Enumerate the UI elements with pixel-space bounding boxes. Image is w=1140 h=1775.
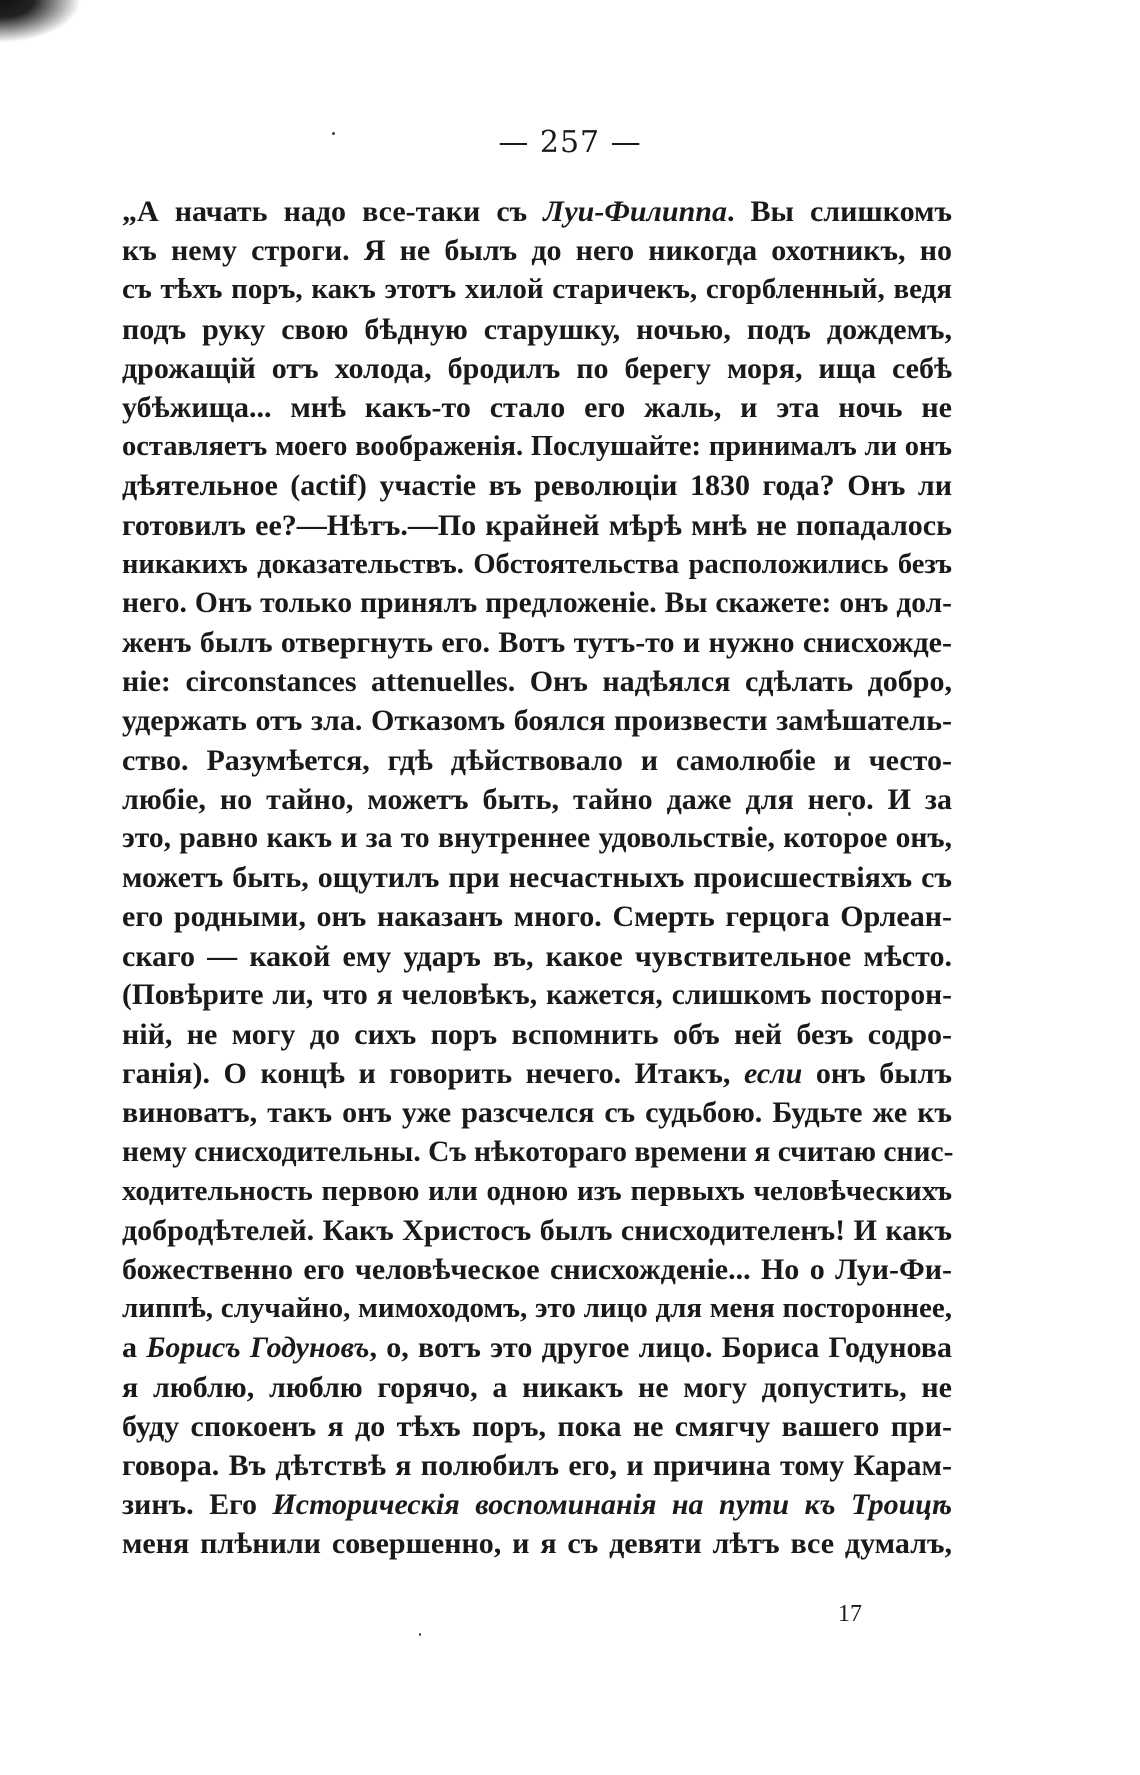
- text-segment: , о, вотъ это другое лицо. Бориса Годунова: [369, 1331, 952, 1365]
- text-segment: меня плѣнили совершенно, и я съ девяти лѣтъ все думалъ,: [122, 1527, 952, 1561]
- text-line: [122, 1485, 952, 1524]
- text-line: [122, 1054, 952, 1093]
- text-segment: него. Онъ только принялъ предложеніе. Вы скажете: онъ дол-: [122, 586, 952, 619]
- text-segment: липпѣ, случайно, мимоходомъ, это лицо для меня постороннее,: [122, 1292, 952, 1325]
- text-segment: буду спокоенъ я до тѣхъ поръ, пока не смягчу вашего при-: [122, 1409, 952, 1443]
- text-line: [122, 1133, 952, 1172]
- text-segment: ній, не могу до сихъ поръ вспомнить объ ней безъ содро-: [122, 1017, 952, 1051]
- text-segment: ганія). О концѣ и говорить нечего. Итакъ,: [122, 1057, 744, 1091]
- italic-text: Луи-Филиппа: [543, 195, 727, 228]
- text-line: [122, 388, 952, 427]
- text-line: [122, 1368, 952, 1407]
- text-line: [122, 427, 952, 466]
- text-segment: добродѣтелей. Какъ Христосъ былъ снисходителенъ! И какъ: [122, 1213, 952, 1247]
- text-segment: убѣжища... мнѣ какъ-то стало его жаль, и эта ночь не: [122, 390, 952, 424]
- text-line: [122, 937, 952, 976]
- text-segment: никакихъ доказательствъ. Обстоятельства расположились безъ: [122, 548, 952, 580]
- text-line: [122, 1211, 952, 1250]
- text-line: [122, 506, 952, 545]
- text-segment: (Повѣрите ли, что я человѣкъ, кажется, слишкомъ посторон-: [122, 978, 952, 1011]
- text-line: [122, 897, 952, 936]
- text-line: [122, 231, 952, 270]
- text-segment: я люблю, люблю горячо, а никакъ не могу допустить, не: [122, 1370, 952, 1404]
- text-segment: говора. Въ дѣтствѣ я полюбилъ его, и причина тому Карам-: [122, 1449, 952, 1482]
- text-line: [122, 1328, 952, 1367]
- text-line: [122, 1093, 952, 1132]
- text-line: [122, 584, 952, 623]
- text-line: [122, 976, 952, 1015]
- page-number: — 257 —: [498, 125, 642, 160]
- text-segment: къ нему строги. Я не былъ до него никогда охотникъ, но: [122, 234, 952, 268]
- text-segment: съ тѣхъ поръ, какъ этотъ хилой старичекъ, сгорбленный, ведя: [122, 273, 952, 306]
- text-segment: это, равно какъ и за то внутреннее удовольствіе, которое онъ,: [122, 822, 952, 854]
- text-segment: нему снисходительны. Съ нѣкотораго времени я считаю снис-: [122, 1135, 954, 1168]
- text-line: [122, 1250, 952, 1289]
- text-segment: дрожащій отъ холода, бродилъ по берегу моря, ища себѣ: [122, 351, 952, 385]
- text-line: [122, 1407, 952, 1446]
- signature-mark: 17: [838, 1601, 862, 1627]
- text-segment: женъ былъ отвергнуть его. Вотъ тутъ-то и нужно снисхожде-: [122, 626, 952, 660]
- text-line: [122, 1172, 952, 1211]
- text-line: [122, 466, 952, 505]
- italic-text: если: [743, 1057, 803, 1091]
- text-line: [122, 780, 952, 819]
- scan-speck: [419, 1633, 421, 1636]
- text-line: [122, 858, 952, 897]
- text-line: [122, 741, 952, 780]
- text-segment: ніе: circonstances attenuelles. Онъ надѣялся сдѣлать добро,: [122, 665, 952, 699]
- text-segment: подъ руку свою бѣдную старушку, ночью, подъ дождемъ,: [122, 312, 952, 346]
- text-segment: можетъ быть, ощутилъ при несчастныхъ происшествіяхъ съ: [122, 861, 952, 895]
- text-line: [122, 1015, 952, 1054]
- italic-text: Историческія воспоминанія на пути къ Троицѣ: [272, 1488, 952, 1522]
- text-segment: удержать отъ зла. Отказомъ боялся произвести замѣшатель-: [122, 704, 952, 738]
- text-segment: виноватъ, такъ онъ уже разсчелся съ судьбою. Будьте же къ: [122, 1096, 952, 1130]
- text-segment: любіе, но тайно, можетъ быть, тайно даже для него. И за: [122, 782, 952, 816]
- text-line: [122, 662, 952, 701]
- text-segment: скаго — какой ему ударъ въ, какое чувствительное мѣсто.: [122, 939, 952, 973]
- text-segment: „А начать надо все-таки съ: [122, 195, 544, 228]
- text-segment: его родными, онъ наказанъ много. Смерть герцога Орлеан-: [122, 900, 952, 934]
- text-segment: зинъ. Его: [122, 1488, 273, 1522]
- text-line: [122, 192, 952, 231]
- text-line: [122, 1446, 952, 1485]
- text-line: [122, 701, 952, 740]
- text-line: [122, 545, 952, 584]
- text-segment: . Вы слишкомъ: [726, 195, 952, 228]
- text-line: [122, 623, 952, 662]
- text-segment: готовилъ ее?—Нѣтъ.—По крайней мѣрѣ мнѣ не попадалось: [122, 508, 952, 542]
- text-segment: дѣятельное (actif) участіе въ революціи 1830 года? Онъ ли: [122, 469, 952, 503]
- text-segment: ходительность первою или одною изъ первыхъ человѣческихъ: [122, 1174, 952, 1207]
- text-line: [122, 819, 952, 858]
- text-segment: онъ былъ: [802, 1057, 952, 1091]
- text-line: [122, 270, 952, 309]
- text-segment: а: [122, 1331, 147, 1365]
- text-segment: божественно его человѣческое снисхожденіе... Но о Луи-Фи-: [122, 1253, 952, 1287]
- text-line: [122, 349, 952, 388]
- scan-corner-artifact: [0, 0, 95, 50]
- text-line: [122, 1524, 952, 1563]
- italic-text: Борисъ Годуновъ: [146, 1331, 370, 1365]
- body-text: [122, 192, 952, 1564]
- text-segment: оставляетъ моего воображенія. Послушайте: принималъ ли онъ: [122, 431, 952, 463]
- text-segment: ство. Разумѣется, гдѣ дѣйствовало и самолюбіе и често-: [122, 743, 952, 777]
- text-line: [122, 310, 952, 349]
- text-line: [122, 1289, 952, 1328]
